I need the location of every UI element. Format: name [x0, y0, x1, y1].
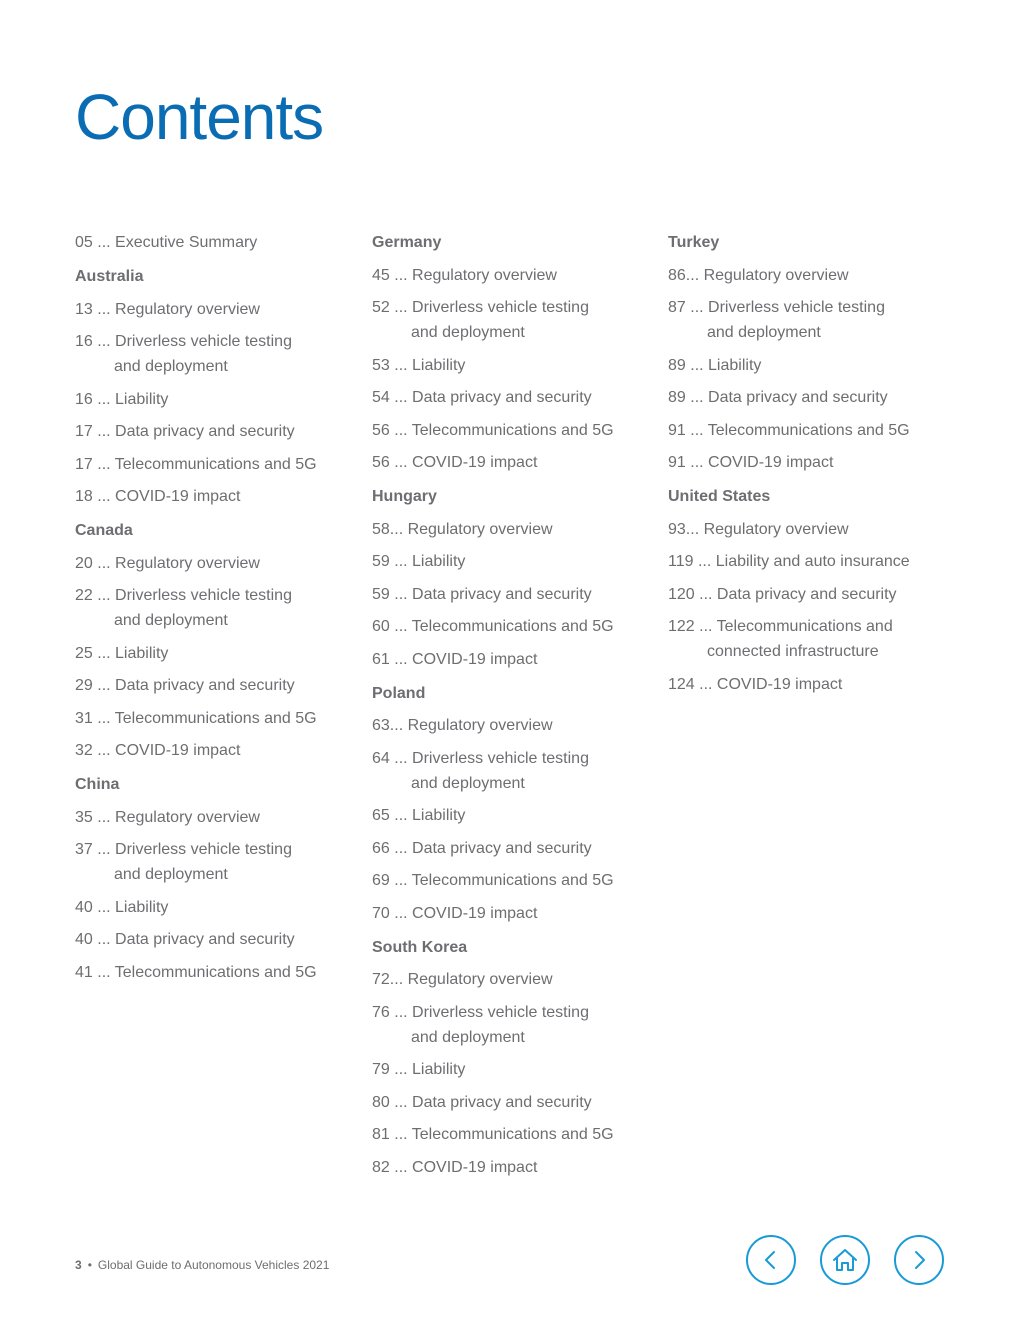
toc-entry[interactable] — [75, 452, 365, 477]
toc-entry-text: 20 ... Regulatory overview — [75, 554, 260, 572]
toc-entry[interactable] — [668, 614, 968, 664]
toc-entry[interactable] — [75, 895, 365, 920]
chevron-left-icon — [759, 1248, 783, 1272]
toc-entry[interactable] — [372, 418, 662, 443]
toc-entry[interactable] — [668, 353, 968, 378]
toc-entry[interactable] — [75, 805, 365, 830]
publication-title: Global Guide to Autonomous Vehicles 2021 — [97, 1258, 330, 1272]
toc-entry-text: 64 ... Driverless vehicle testing — [372, 749, 589, 767]
toc-entry-text: 79 ... Liability — [372, 1061, 466, 1078]
toc-entry[interactable] — [75, 329, 365, 379]
toc-entry[interactable] — [75, 484, 365, 509]
toc-entry-text: 52 ... Driverless vehicle testing — [372, 299, 589, 316]
toc-entry-text: 69 ... Telecommunications and 5G — [372, 872, 614, 889]
toc-entry[interactable] — [372, 385, 662, 410]
toc-entry-text: 16 ... Driverless vehicle testing — [75, 333, 292, 350]
toc-entry-text: 120 ... Data privacy and security — [668, 585, 897, 603]
toc-entry[interactable] — [372, 353, 662, 378]
toc-entry[interactable] — [75, 387, 365, 412]
previous-page-button[interactable] — [746, 1235, 796, 1285]
footer-separator: • — [87, 1258, 92, 1272]
toc-entry[interactable] — [372, 295, 662, 345]
toc-entry[interactable] — [372, 746, 662, 796]
toc-entry-text: 35 ... Regulatory overview — [75, 808, 260, 826]
toc-entry-text: 87 ... Driverless vehicle testing — [668, 299, 885, 316]
toc-entry-text: 61 ... COVID-19 impact — [372, 650, 538, 668]
toc-entry[interactable] — [75, 641, 365, 666]
toc-entry-continuation: and deployment — [411, 1028, 525, 1046]
toc-entry[interactable] — [75, 551, 365, 576]
toc-entry-text: 76 ... Driverless vehicle testing — [372, 1003, 589, 1021]
toc-entry-continuation: and deployment — [114, 612, 228, 629]
page-number: 3 — [75, 1258, 82, 1272]
toc-column-1 — [75, 230, 365, 992]
toc-entry-text: 56 ... Telecommunications and 5G — [372, 421, 614, 439]
toc-entry-text: 72... Regulatory overview — [372, 971, 553, 988]
toc-entry[interactable] — [372, 450, 662, 475]
toc-entry-text: 31 ... Telecommunications and 5G — [75, 709, 317, 727]
toc-entry-text: 54 ... Data privacy and security — [372, 389, 592, 406]
toc-entry-text: 32 ... COVID-19 impact — [75, 742, 241, 759]
toc-entry-text: 122 ... Telecommunications and — [668, 618, 893, 635]
toc-entry[interactable] — [668, 549, 968, 574]
toc-entry-text: 59 ... Liability — [372, 553, 466, 570]
toc-entry[interactable] — [75, 738, 365, 763]
toc-entry-text: 82 ... COVID-19 impact — [372, 1158, 538, 1176]
toc-entry-continuation: and deployment — [411, 324, 525, 341]
toc-entry[interactable] — [75, 419, 365, 444]
toc-entry[interactable] — [668, 263, 968, 288]
toc-entry[interactable] — [668, 582, 968, 607]
toc-entry-continuation: and deployment — [411, 774, 525, 792]
toc-entry-text: 59 ... Data privacy and security — [372, 585, 592, 603]
toc-entry[interactable] — [668, 295, 968, 345]
toc-entry[interactable] — [75, 583, 365, 633]
toc-entry-text: 22 ... Driverless vehicle testing — [75, 587, 292, 604]
toc-entry-continuation: and deployment — [707, 324, 821, 341]
toc-entry[interactable] — [75, 673, 365, 698]
toc-entry[interactable] — [668, 450, 968, 475]
toc-entry[interactable] — [668, 418, 968, 443]
toc-entry[interactable] — [372, 263, 662, 288]
home-button[interactable] — [820, 1235, 870, 1285]
toc-entry-text: 17 ... Telecommunications and 5G — [75, 455, 317, 473]
toc-entry[interactable] — [372, 868, 662, 893]
toc-entry[interactable] — [372, 901, 662, 926]
page-title: Contents — [75, 81, 324, 153]
toc-entry-text: 60 ... Telecommunications and 5G — [372, 618, 614, 635]
toc-entry-text: 70 ... COVID-19 impact — [372, 904, 538, 922]
toc-entry-text: 93... Regulatory overview — [668, 520, 849, 538]
toc-entry[interactable] — [75, 837, 365, 887]
toc-entry-text: 58... Regulatory overview — [372, 520, 553, 538]
toc-entry-text: 37 ... Driverless vehicle testing — [75, 841, 292, 858]
toc-entry-text: 40 ... Data privacy and security — [75, 931, 295, 948]
toc-entry-text: 16 ... Liability — [75, 390, 169, 408]
toc-entry-text: 56 ... COVID-19 impact — [372, 454, 538, 471]
toc-entry[interactable] — [372, 836, 662, 861]
toc-entry[interactable] — [372, 517, 662, 542]
toc-entry-text: 80 ... Data privacy and security — [372, 1093, 592, 1111]
toc-entry-text: 40 ... Liability — [75, 898, 169, 916]
toc-entry[interactable] — [372, 713, 662, 738]
toc-entry[interactable] — [372, 1122, 662, 1147]
toc-entry[interactable] — [372, 614, 662, 639]
toc-entry-text: 91 ... Telecommunications and 5G — [668, 421, 910, 439]
page-footer — [75, 1258, 329, 1272]
section-heading: Australia — [75, 268, 144, 285]
section-heading: China — [75, 776, 120, 793]
toc-entry-text: 45 ... Regulatory overview — [372, 266, 557, 284]
toc-entry-text: 13 ... Regulatory overview — [75, 300, 260, 318]
chevron-right-icon — [907, 1248, 931, 1272]
toc-entry[interactable] — [75, 927, 365, 952]
toc-entry-text: 89 ... Data privacy and security — [668, 389, 888, 406]
toc-entry-text: 91 ... COVID-19 impact — [668, 454, 834, 471]
toc-entry[interactable] — [372, 1057, 662, 1082]
toc-entry[interactable] — [668, 672, 968, 697]
section-heading: United States — [668, 488, 771, 505]
toc-entry[interactable] — [372, 1090, 662, 1115]
toc-entry[interactable] — [372, 647, 662, 672]
toc-entry[interactable] — [668, 517, 968, 542]
home-icon — [831, 1246, 859, 1274]
toc-entry[interactable] — [372, 1155, 662, 1180]
next-page-button[interactable] — [894, 1235, 944, 1285]
toc-entry-text: 86... Regulatory overview — [668, 266, 849, 284]
toc-entry[interactable] — [372, 967, 662, 992]
toc-entry-text: 63... Regulatory overview — [372, 717, 553, 734]
toc-column-2 — [372, 230, 662, 1187]
toc-entry[interactable] — [372, 1000, 662, 1050]
toc-entry-text: 66 ... Data privacy and security — [372, 839, 592, 857]
toc-entry-text: 81 ... Telecommunications and 5G — [372, 1126, 614, 1143]
toc-entry-text: 41 ... Telecommunications and 5G — [75, 963, 317, 981]
toc-entry-text: 53 ... Liability — [372, 356, 466, 374]
section-heading: Hungary — [372, 488, 437, 505]
toc-entry[interactable] — [372, 582, 662, 607]
section-heading: Poland — [372, 684, 426, 702]
toc-entry-text: 18 ... COVID-19 impact — [75, 488, 241, 505]
toc-entry-text: 119 ... Liability and auto insurance — [668, 553, 910, 570]
toc-entry-text: 89 ... Liability — [668, 356, 762, 374]
section-heading: Germany — [372, 234, 442, 251]
toc-entry-text: 25 ... Liability — [75, 644, 169, 662]
section-heading: South Korea — [372, 938, 468, 956]
toc-entry[interactable] — [75, 960, 365, 985]
section-heading: Turkey — [668, 234, 720, 251]
toc-entry-text: 65 ... Liability — [372, 807, 466, 824]
toc-entry-text: 124 ... COVID-19 impact — [668, 675, 843, 693]
section-heading: Canada — [75, 522, 133, 539]
toc-entry-text: 29 ... Data privacy and security — [75, 677, 295, 694]
toc-entry[interactable] — [372, 549, 662, 574]
toc-entry-text: 05 ... Executive Summary — [75, 234, 258, 251]
toc-column-3 — [668, 230, 968, 704]
toc-entry[interactable] — [75, 230, 365, 255]
toc-entry-continuation: and deployment — [114, 358, 228, 375]
toc-entry[interactable] — [75, 706, 365, 731]
toc-entry-continuation: connected infrastructure — [707, 643, 879, 660]
toc-entry-continuation: and deployment — [114, 866, 228, 883]
toc-entry[interactable] — [75, 297, 365, 322]
toc-entry-text: 17 ... Data privacy and security — [75, 423, 295, 440]
toc-entry[interactable] — [668, 385, 968, 410]
toc-entry[interactable] — [372, 803, 662, 828]
